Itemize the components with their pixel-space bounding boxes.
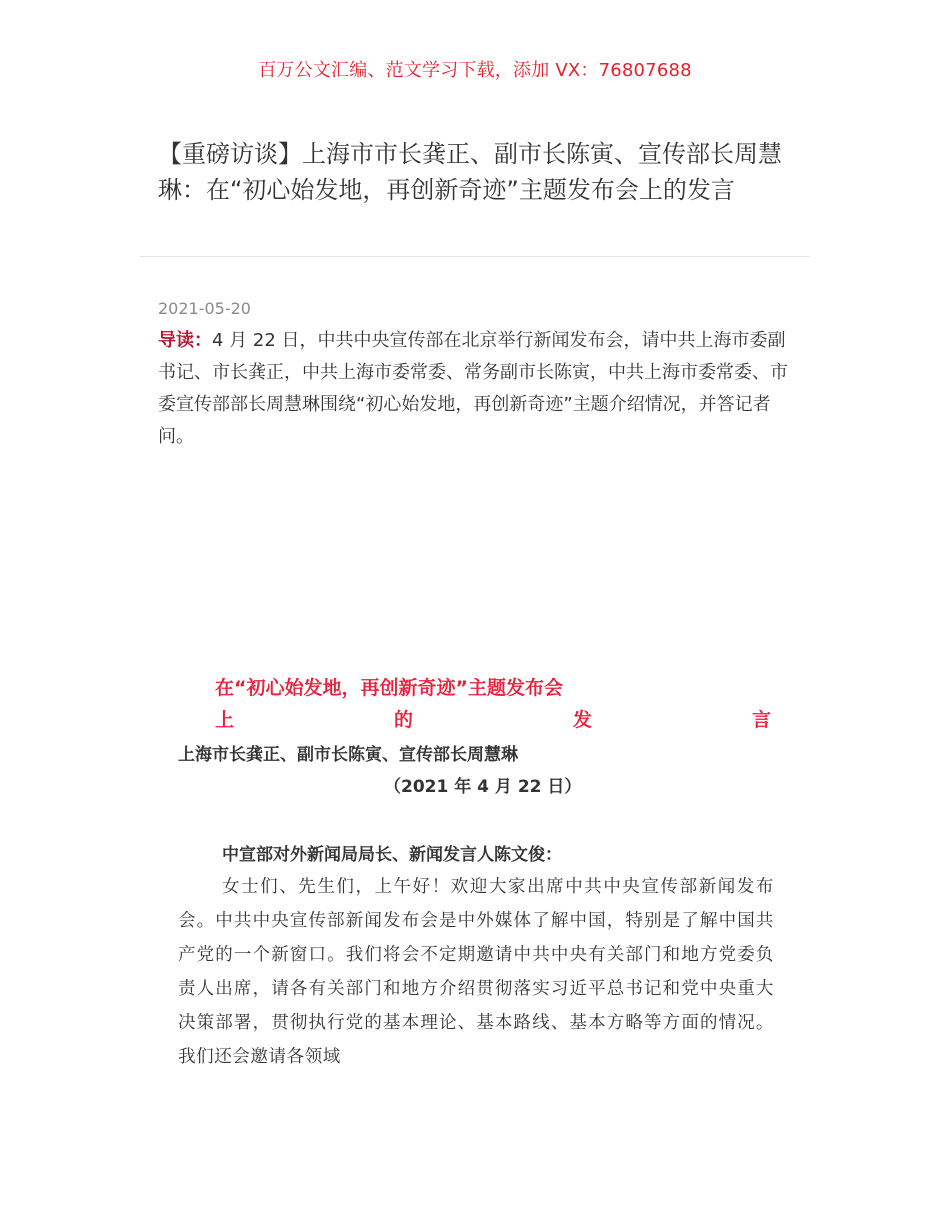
speech-title-char: 的 bbox=[393, 709, 413, 731]
speech-title-char: 发 bbox=[572, 709, 592, 731]
speech-title-char: 上 bbox=[215, 709, 235, 731]
moderator-line: 中宣部对外新闻局局长、新闻发言人陈文俊： bbox=[222, 845, 562, 865]
lead-text: 4 月 22 日，中共中央宣传部在北京举行新闻发布会，请中共上海市委副书记、市长龚正，中共上海市委常委、常务副市长陈寅，中共上海市委常委、市委宣传部部长周慧琳围绕“初心始发地，再创新奇迹”主题介绍情况，并答记者问。 bbox=[158, 330, 788, 447]
speech-title bbox=[215, 672, 775, 736]
article-lead bbox=[158, 325, 798, 453]
title-divider bbox=[140, 256, 810, 257]
speech-speakers: 上海市长龚正、副市长陈寅、宣传部长周慧琳 bbox=[178, 745, 518, 765]
article-date: 2021-05-20 bbox=[158, 299, 251, 318]
promo-banner: 百万公文汇编、范文学习下载，添加 VX：76807688 bbox=[258, 60, 692, 81]
speech-title-line1: 在“初心始发地，再创新奇迹”主题发布会 bbox=[215, 677, 563, 699]
speech-paragraph: 女士们、先生们，上午好！欢迎大家出席中共中央宣传部新闻发布会。中共中央宣传部新闻发布会是中外媒体了解中国，特别是了解中国共产党的一个新窗口。我们将会不定期邀请中共中央有关部门和地方党委负责人出席，请各有关部门和地方介绍贯彻落实习近平总书记和党中央重大决策部署，贯彻执行党的基本理论、基本路线、基本方略等方面的情况。我们还会邀请各领域 bbox=[178, 877, 774, 1067]
speech-title-line2 bbox=[215, 704, 771, 736]
lead-label: 导读： bbox=[158, 330, 212, 351]
speech-title-char: 言 bbox=[751, 709, 771, 731]
article-title: 【重磅访谈】上海市市长龚正、副市长陈寅、宣传部长周慧琳：在“初心始发地，再创新奇迹”主题发布会上的发言 bbox=[158, 140, 782, 204]
speech-date: （2021 年 4 月 22 日） bbox=[384, 777, 582, 797]
